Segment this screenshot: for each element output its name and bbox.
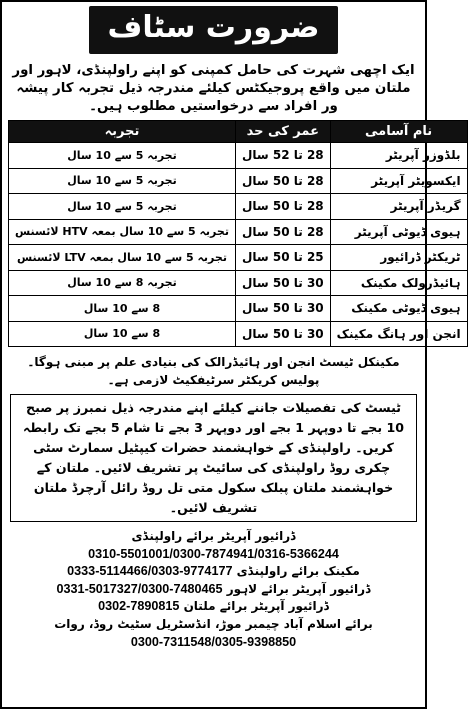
- table-row: [9, 321, 468, 347]
- age-cell: 28 تا 50 سال: [235, 194, 330, 220]
- table-row: [9, 270, 468, 296]
- test-info-box: ٹیسٹ کی تفصیلات جاننے کیلئے اپنے مندرجہ ذیل نمبرز پر صبح 10 بجے تا دوپہر 1 بجے اور دوپہر 3 بجے تا شام 5 بجے تک رابطہ کریں۔ راولپنڈی کے خواہشمند حضرات کیپٹیل سمارٹ سٹی چکری روڈ راولپنڈی کی سائیٹ پر تشریف لائیں۔ ملتان کے خواہشمند ملتان پبلک سکول متی تل روڈ رائل آرچرڈ ملتان تشریف لائیں۔: [10, 394, 417, 522]
- experience-cell: تجربہ 5 سے 10 سال: [9, 143, 236, 169]
- title-bar: [8, 6, 419, 54]
- position-cell: ہیوی ڈیوٹی آپریٹر: [330, 219, 467, 245]
- test-note: مکینکل ٹیسٹ انجن اور ہائیڈرالک کی بنیادی علم پر مبنی ہوگا۔ پولیس کریکٹر سرٹیفکیٹ لازمی ہے۔: [27, 355, 400, 387]
- header-age: عمر کی حد: [235, 121, 330, 143]
- position-cell: ایکسویٹر آپریٹر: [330, 168, 467, 194]
- contact-label: ڈرائیور آپریٹر برائے ملتان: [183, 599, 329, 614]
- contact-entry: [8, 598, 419, 616]
- age-cell: 30 تا 50 سال: [235, 321, 330, 347]
- experience-cell: تجربہ 8 سے 10 سال: [9, 270, 236, 296]
- age-cell: 28 تا 52 سال: [235, 143, 330, 169]
- phone-number: 0310-5501001/0300-7874941/0316-5366244: [88, 546, 339, 561]
- position-cell: ٹریکٹر ڈرائیور: [330, 245, 467, 271]
- contact-label: مکینک برائے راولپنڈی: [236, 564, 360, 579]
- experience-cell: 8 سے 10 سال: [9, 296, 236, 322]
- position-cell: ہیوی ڈیوٹی مکینک: [330, 296, 467, 322]
- position-cell: انجن اور ہانگ مکینک: [330, 321, 467, 347]
- table-row: [9, 143, 468, 169]
- age-cell: 30 تا 50 سال: [235, 296, 330, 322]
- table-row: [9, 245, 468, 271]
- intro-text: ایک اچھی شہرت کی حامل کمپنی کو اپنے راولپنڈی، لاہور اور ملتان میں واقع پروجیکٹس کیلئے مندرجہ ذیل تجربہ کار پیشہ ور افراد سے درخواستیں مطلوب ہیں۔: [12, 63, 415, 114]
- position-cell: بلڈوزر آپریٹر: [330, 143, 467, 169]
- contact-entry: [8, 563, 419, 581]
- table-row: [9, 168, 468, 194]
- phone-number: 0333-5114466/0303-9774177: [67, 564, 233, 579]
- page-title: ضرورت سٹاف: [89, 6, 337, 54]
- contact-label: ڈرائیور آپریٹر برائے لاہور: [226, 581, 371, 596]
- table-row: [9, 296, 468, 322]
- contacts-list: [8, 528, 419, 651]
- table-row: [9, 194, 468, 220]
- experience-cell: تجربہ 5 سے 10 سال: [9, 194, 236, 220]
- header-experience: تجربہ: [9, 121, 236, 143]
- experience-cell: تجربہ 5 سے 10 سال بمعہ LTV لائسنس: [9, 245, 236, 271]
- age-cell: 28 تا 50 سال: [235, 219, 330, 245]
- phone-number: 0300-7311548/0305-9398850: [130, 634, 297, 649]
- table-row: [9, 219, 468, 245]
- jobs-table: [8, 120, 468, 347]
- experience-cell: تجربہ 5 سے 10 سال بمعہ HTV لائسنس: [9, 219, 236, 245]
- contact-entry: [8, 581, 419, 599]
- experience-cell: 8 سے 10 سال: [9, 321, 236, 347]
- age-cell: 25 تا 50 سال: [235, 245, 330, 271]
- contact-label: برائے اسلام آباد چیمبر موڑ، انڈسٹریل سٹیٹ روڈ، روات: [54, 616, 373, 631]
- header-position: نام آسامی: [330, 121, 467, 143]
- contact-entry: [8, 528, 419, 563]
- age-cell: 30 تا 50 سال: [235, 270, 330, 296]
- contact-entry: [8, 616, 419, 651]
- position-cell: ہائیڈرولک مکینک: [330, 270, 467, 296]
- age-cell: 28 تا 50 سال: [235, 168, 330, 194]
- position-cell: گریڈر آپریٹر: [330, 194, 467, 220]
- contact-label: ڈرائیور آپریٹر برائے راولپنڈی: [131, 529, 296, 543]
- phone-number: 0331-5017327/0300-7480465: [56, 581, 223, 596]
- experience-cell: تجربہ 5 سے 10 سال: [9, 168, 236, 194]
- phone-number: 0302-7890815: [98, 599, 180, 614]
- table-header-row: [9, 121, 468, 143]
